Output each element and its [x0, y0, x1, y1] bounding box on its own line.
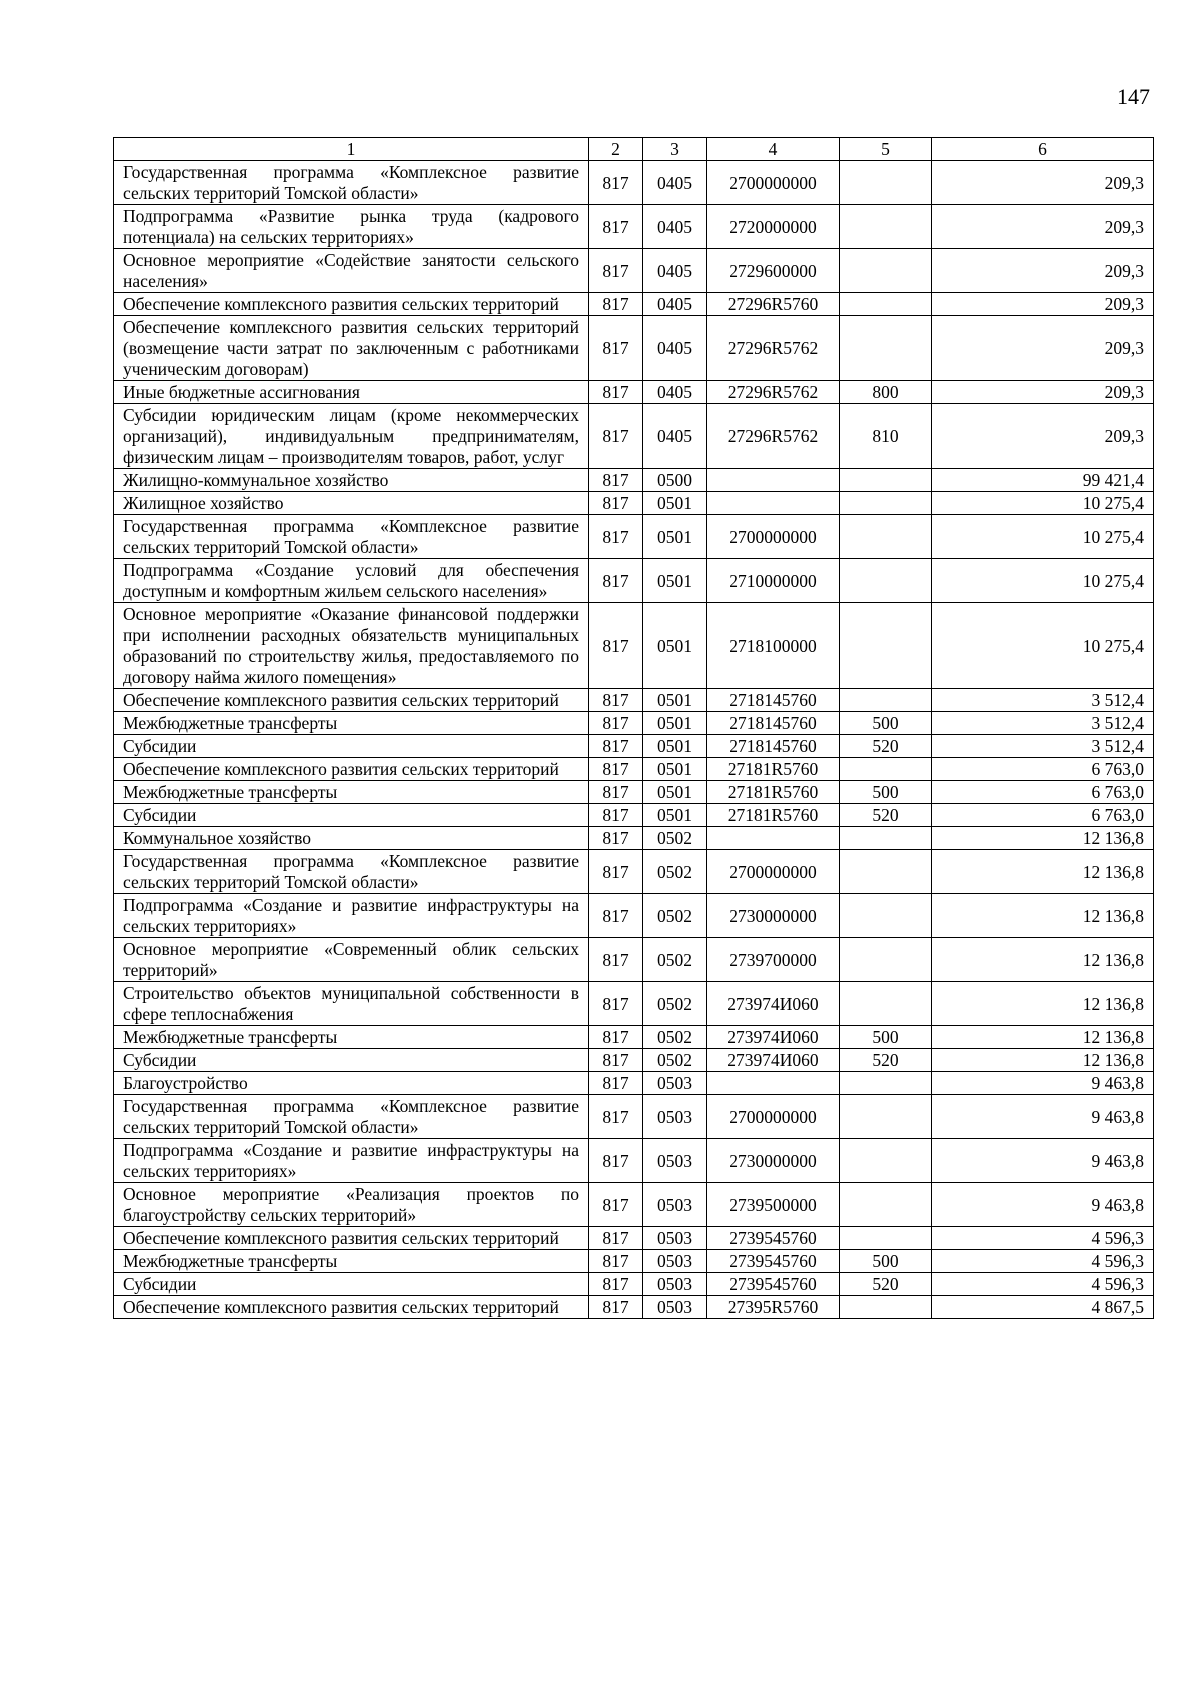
target-article-cell: 2700000000: [707, 1095, 840, 1139]
target-article-cell: 27296R5762: [707, 316, 840, 381]
row-name-cell: Межбюджетные трансферты: [114, 1250, 589, 1273]
row-name-cell: Обеспечение комплексного развития сельских территорий (возмещение части затрат по заключенным с работниками ученическим договорам): [114, 316, 589, 381]
header-cell: 6: [932, 138, 1154, 161]
amount-cell: 4 596,3: [932, 1227, 1154, 1250]
section-code-cell: 0503: [643, 1227, 707, 1250]
section-code-cell: 0502: [643, 894, 707, 938]
section-code-cell: 0405: [643, 161, 707, 205]
table-row: [114, 1139, 1154, 1183]
row-name-cell: Подпрограмма «Создание и развитие инфраструктуры на сельских территориях»: [114, 1139, 589, 1183]
row-name-cell: Субсидии: [114, 735, 589, 758]
table-row: [114, 293, 1154, 316]
table-row: [114, 938, 1154, 982]
expense-type-cell: [840, 492, 932, 515]
section-code-cell: 0501: [643, 781, 707, 804]
header-cell: 1: [114, 138, 589, 161]
amount-cell: 4 596,3: [932, 1273, 1154, 1296]
target-article-cell: [707, 492, 840, 515]
amount-cell: 4 867,5: [932, 1296, 1154, 1319]
admin-code-cell: 817: [589, 603, 643, 689]
section-code-cell: 0405: [643, 316, 707, 381]
row-name-cell: Субсидии: [114, 1049, 589, 1072]
target-article-cell: 2718145760: [707, 735, 840, 758]
amount-cell: 9 463,8: [932, 1095, 1154, 1139]
table-row: [114, 316, 1154, 381]
target-article-cell: 2718100000: [707, 603, 840, 689]
admin-code-cell: 817: [589, 1183, 643, 1227]
section-code-cell: 0501: [643, 603, 707, 689]
table-row: [114, 689, 1154, 712]
row-name-cell: Государственная программа «Комплексное развитие сельских территорий Томской области»: [114, 161, 589, 205]
amount-cell: 12 136,8: [932, 827, 1154, 850]
admin-code-cell: 817: [589, 161, 643, 205]
row-name-cell: Государственная программа «Комплексное развитие сельских территорий Томской области»: [114, 850, 589, 894]
amount-cell: 6 763,0: [932, 781, 1154, 804]
table-row: [114, 758, 1154, 781]
row-name-cell: Государственная программа «Комплексное развитие сельских территорий Томской области»: [114, 515, 589, 559]
row-name-cell: Межбюджетные трансферты: [114, 781, 589, 804]
target-article-cell: 2700000000: [707, 850, 840, 894]
section-code-cell: 0405: [643, 381, 707, 404]
table-row: [114, 1049, 1154, 1072]
row-name-cell: Межбюджетные трансферты: [114, 1026, 589, 1049]
amount-cell: 209,3: [932, 205, 1154, 249]
section-code-cell: 0502: [643, 938, 707, 982]
table-row: [114, 735, 1154, 758]
row-name-cell: Обеспечение комплексного развития сельских территорий: [114, 1296, 589, 1319]
section-code-cell: 0501: [643, 758, 707, 781]
row-name-cell: Подпрограмма «Развитие рынка труда (кадрового потенциала) на сельских территориях»: [114, 205, 589, 249]
header-cell: 2: [589, 138, 643, 161]
expense-type-cell: [840, 758, 932, 781]
row-name-cell: Основное мероприятие «Современный облик сельских территорий»: [114, 938, 589, 982]
target-article-cell: 2730000000: [707, 894, 840, 938]
admin-code-cell: 817: [589, 982, 643, 1026]
expense-type-cell: 520: [840, 735, 932, 758]
table-row: [114, 492, 1154, 515]
amount-cell: 9 463,8: [932, 1139, 1154, 1183]
amount-cell: 12 136,8: [932, 938, 1154, 982]
section-code-cell: 0405: [643, 205, 707, 249]
row-name-cell: Субсидии: [114, 804, 589, 827]
target-article-cell: 273974И060: [707, 982, 840, 1026]
target-article-cell: 27395R5760: [707, 1296, 840, 1319]
target-article-cell: 2710000000: [707, 559, 840, 603]
table-row: [114, 1227, 1154, 1250]
amount-cell: 12 136,8: [932, 894, 1154, 938]
admin-code-cell: 817: [589, 469, 643, 492]
target-article-cell: 27296R5762: [707, 404, 840, 469]
admin-code-cell: 817: [589, 894, 643, 938]
section-code-cell: 0405: [643, 404, 707, 469]
expense-type-cell: 500: [840, 1026, 932, 1049]
expense-type-cell: [840, 316, 932, 381]
expense-type-cell: 500: [840, 712, 932, 735]
section-code-cell: 0502: [643, 827, 707, 850]
admin-code-cell: 817: [589, 381, 643, 404]
admin-code-cell: 817: [589, 804, 643, 827]
amount-cell: 6 763,0: [932, 758, 1154, 781]
table-row: [114, 850, 1154, 894]
table-row: [114, 161, 1154, 205]
table-row: [114, 1095, 1154, 1139]
admin-code-cell: 817: [589, 712, 643, 735]
admin-code-cell: 817: [589, 1095, 643, 1139]
amount-cell: 10 275,4: [932, 515, 1154, 559]
amount-cell: 9 463,8: [932, 1072, 1154, 1095]
amount-cell: 9 463,8: [932, 1183, 1154, 1227]
expense-type-cell: [840, 161, 932, 205]
admin-code-cell: 817: [589, 781, 643, 804]
target-article-cell: 2739545760: [707, 1273, 840, 1296]
table-row: [114, 1250, 1154, 1273]
row-name-cell: Строительство объектов муниципальной собственности в сфере теплоснабжения: [114, 982, 589, 1026]
header-row: [114, 138, 1154, 161]
expense-type-cell: [840, 515, 932, 559]
amount-cell: 3 512,4: [932, 712, 1154, 735]
admin-code-cell: 817: [589, 1273, 643, 1296]
row-name-cell: Благоустройство: [114, 1072, 589, 1095]
expense-type-cell: [840, 894, 932, 938]
section-code-cell: 0503: [643, 1139, 707, 1183]
amount-cell: 12 136,8: [932, 1026, 1154, 1049]
amount-cell: 209,3: [932, 249, 1154, 293]
expense-type-cell: [840, 689, 932, 712]
row-name-cell: Обеспечение комплексного развития сельских территорий: [114, 689, 589, 712]
amount-cell: 12 136,8: [932, 1049, 1154, 1072]
target-article-cell: 2739545760: [707, 1227, 840, 1250]
admin-code-cell: 817: [589, 1072, 643, 1095]
expense-type-cell: 500: [840, 781, 932, 804]
row-name-cell: Государственная программа «Комплексное развитие сельских территорий Томской области»: [114, 1095, 589, 1139]
amount-cell: 99 421,4: [932, 469, 1154, 492]
admin-code-cell: 817: [589, 1139, 643, 1183]
row-name-cell: Межбюджетные трансферты: [114, 712, 589, 735]
expense-type-cell: [840, 1183, 932, 1227]
admin-code-cell: 817: [589, 1250, 643, 1273]
expense-type-cell: [840, 982, 932, 1026]
target-article-cell: 27181R5760: [707, 758, 840, 781]
table-row: [114, 515, 1154, 559]
target-article-cell: 27296R5760: [707, 293, 840, 316]
row-name-cell: Обеспечение комплексного развития сельских территорий: [114, 758, 589, 781]
expense-type-cell: [840, 850, 932, 894]
amount-cell: 209,3: [932, 161, 1154, 205]
table-row: [114, 205, 1154, 249]
expense-type-cell: [840, 205, 932, 249]
section-code-cell: 0501: [643, 804, 707, 827]
row-name-cell: Основное мероприятие «Реализация проектов по благоустройству сельских территорий»: [114, 1183, 589, 1227]
target-article-cell: [707, 827, 840, 850]
amount-cell: 209,3: [932, 381, 1154, 404]
row-name-cell: Основное мероприятие «Содействие занятости сельского населения»: [114, 249, 589, 293]
amount-cell: 209,3: [932, 404, 1154, 469]
admin-code-cell: 817: [589, 1049, 643, 1072]
section-code-cell: 0503: [643, 1095, 707, 1139]
target-article-cell: 2739500000: [707, 1183, 840, 1227]
table-row: [114, 404, 1154, 469]
row-name-cell: Коммунальное хозяйство: [114, 827, 589, 850]
admin-code-cell: 817: [589, 293, 643, 316]
expense-type-cell: [840, 1095, 932, 1139]
section-code-cell: 0503: [643, 1072, 707, 1095]
row-name-cell: Субсидии юридическим лицам (кроме некоммерческих организаций), индивидуальным предпринимателям, физическим лицам – производителям товаров, работ, услуг: [114, 404, 589, 469]
admin-code-cell: 817: [589, 1026, 643, 1049]
row-name-cell: Основное мероприятие «Оказание финансовой поддержки при исполнении расходных обязательств муниципальных образований по строительству жилья, предоставляемого по договору найма жилого помещения»: [114, 603, 589, 689]
amount-cell: 209,3: [932, 293, 1154, 316]
admin-code-cell: 817: [589, 1227, 643, 1250]
section-code-cell: 0503: [643, 1183, 707, 1227]
row-name-cell: Иные бюджетные ассигнования: [114, 381, 589, 404]
amount-cell: 10 275,4: [932, 492, 1154, 515]
amount-cell: 4 596,3: [932, 1250, 1154, 1273]
target-article-cell: 2720000000: [707, 205, 840, 249]
section-code-cell: 0502: [643, 1049, 707, 1072]
budget-table: [113, 137, 1154, 1319]
section-code-cell: 0501: [643, 515, 707, 559]
target-article-cell: 2700000000: [707, 515, 840, 559]
expense-type-cell: [840, 1072, 932, 1095]
admin-code-cell: 817: [589, 1296, 643, 1319]
section-code-cell: 0501: [643, 735, 707, 758]
expense-type-cell: [840, 827, 932, 850]
expense-type-cell: 520: [840, 804, 932, 827]
table-row: [114, 469, 1154, 492]
section-code-cell: 0405: [643, 249, 707, 293]
target-article-cell: 2739545760: [707, 1250, 840, 1273]
header-cell: 5: [840, 138, 932, 161]
expense-type-cell: [840, 1296, 932, 1319]
section-code-cell: 0405: [643, 293, 707, 316]
row-name-cell: Подпрограмма «Создание условий для обеспечения доступным и комфортным жильем сельского населения»: [114, 559, 589, 603]
row-name-cell: Жилищное хозяйство: [114, 492, 589, 515]
target-article-cell: 273974И060: [707, 1026, 840, 1049]
admin-code-cell: 817: [589, 850, 643, 894]
target-article-cell: 2718145760: [707, 689, 840, 712]
admin-code-cell: 817: [589, 404, 643, 469]
table-row: [114, 827, 1154, 850]
table-row: [114, 1072, 1154, 1095]
section-code-cell: 0503: [643, 1296, 707, 1319]
table-row: [114, 1273, 1154, 1296]
row-name-cell: Субсидии: [114, 1273, 589, 1296]
section-code-cell: 0502: [643, 1026, 707, 1049]
admin-code-cell: 817: [589, 735, 643, 758]
admin-code-cell: 817: [589, 249, 643, 293]
table-row: [114, 982, 1154, 1026]
section-code-cell: 0501: [643, 492, 707, 515]
amount-cell: 12 136,8: [932, 850, 1154, 894]
row-name-cell: Обеспечение комплексного развития сельских территорий: [114, 1227, 589, 1250]
target-article-cell: 2729600000: [707, 249, 840, 293]
admin-code-cell: 817: [589, 515, 643, 559]
row-name-cell: Подпрограмма «Создание и развитие инфраструктуры на сельских территориях»: [114, 894, 589, 938]
amount-cell: 6 763,0: [932, 804, 1154, 827]
table-row: [114, 1183, 1154, 1227]
admin-code-cell: 817: [589, 559, 643, 603]
expense-type-cell: 800: [840, 381, 932, 404]
target-article-cell: [707, 1072, 840, 1095]
admin-code-cell: 817: [589, 205, 643, 249]
header-cell: 3: [643, 138, 707, 161]
amount-cell: 10 275,4: [932, 603, 1154, 689]
table-row: [114, 1296, 1154, 1319]
expense-type-cell: [840, 249, 932, 293]
table-row: [114, 381, 1154, 404]
expense-type-cell: 520: [840, 1049, 932, 1072]
target-article-cell: [707, 469, 840, 492]
table-row: [114, 559, 1154, 603]
target-article-cell: 27181R5760: [707, 804, 840, 827]
amount-cell: 12 136,8: [932, 982, 1154, 1026]
admin-code-cell: 817: [589, 689, 643, 712]
target-article-cell: 2700000000: [707, 161, 840, 205]
table-row: [114, 781, 1154, 804]
target-article-cell: 2739700000: [707, 938, 840, 982]
admin-code-cell: 817: [589, 316, 643, 381]
page-number: 147: [1117, 84, 1150, 109]
expense-type-cell: 520: [840, 1273, 932, 1296]
table-row: [114, 804, 1154, 827]
expense-type-cell: [840, 469, 932, 492]
amount-cell: 10 275,4: [932, 559, 1154, 603]
target-article-cell: 273974И060: [707, 1049, 840, 1072]
section-code-cell: 0503: [643, 1250, 707, 1273]
admin-code-cell: 817: [589, 827, 643, 850]
expense-type-cell: 810: [840, 404, 932, 469]
expense-type-cell: [840, 293, 932, 316]
section-code-cell: 0502: [643, 850, 707, 894]
section-code-cell: 0500: [643, 469, 707, 492]
admin-code-cell: 817: [589, 492, 643, 515]
section-code-cell: 0502: [643, 982, 707, 1026]
expense-type-cell: [840, 559, 932, 603]
expense-type-cell: [840, 938, 932, 982]
target-article-cell: 2730000000: [707, 1139, 840, 1183]
table-row: [114, 1026, 1154, 1049]
target-article-cell: 2718145760: [707, 712, 840, 735]
section-code-cell: 0501: [643, 689, 707, 712]
admin-code-cell: 817: [589, 938, 643, 982]
section-code-cell: 0501: [643, 559, 707, 603]
table-row: [114, 894, 1154, 938]
expense-type-cell: [840, 1227, 932, 1250]
header-cell: 4: [707, 138, 840, 161]
target-article-cell: 27296R5762: [707, 381, 840, 404]
table-row: [114, 249, 1154, 293]
table-row: [114, 603, 1154, 689]
target-article-cell: 27181R5760: [707, 781, 840, 804]
expense-type-cell: [840, 1139, 932, 1183]
amount-cell: 3 512,4: [932, 735, 1154, 758]
expense-type-cell: 500: [840, 1250, 932, 1273]
section-code-cell: 0501: [643, 712, 707, 735]
section-code-cell: 0503: [643, 1273, 707, 1296]
row-name-cell: Обеспечение комплексного развития сельских территорий: [114, 293, 589, 316]
table-row: [114, 712, 1154, 735]
expense-type-cell: [840, 603, 932, 689]
amount-cell: 209,3: [932, 316, 1154, 381]
amount-cell: 3 512,4: [932, 689, 1154, 712]
admin-code-cell: 817: [589, 758, 643, 781]
row-name-cell: Жилищно-коммунальное хозяйство: [114, 469, 589, 492]
